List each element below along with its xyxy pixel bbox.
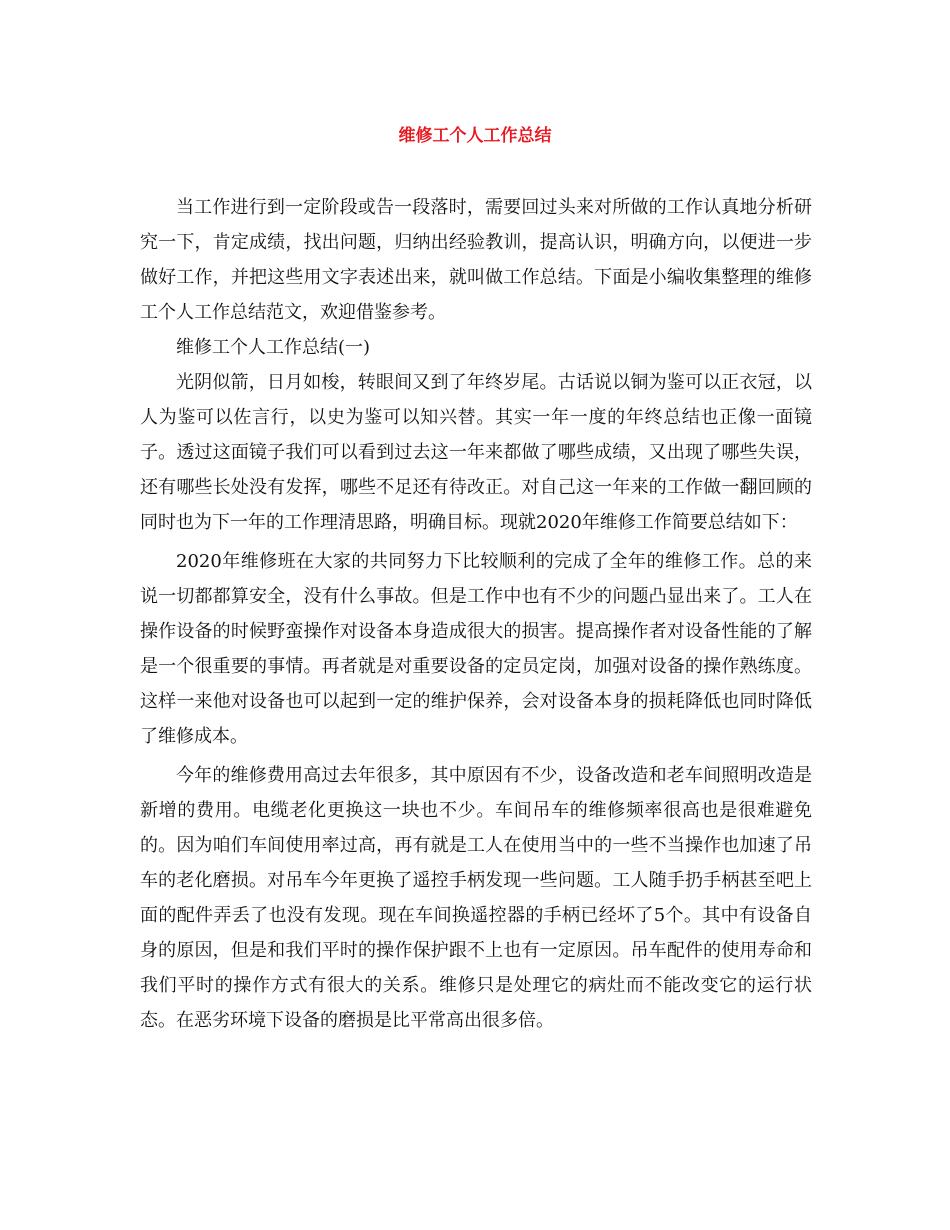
section-heading: 维修工个人工作总结(一) bbox=[176, 337, 371, 358]
document-body bbox=[140, 190, 812, 1038]
paragraph-summary-2020: 2020年维修班在大家的共同努力下比较顺利的完成了全年的维修工作。总的来说一切都都算安全，没有什么事故。但是工作中也有不少的问题凸显出来了。工人在操作设备的时候野蛮操作对设备本身造成很大的损害。提高操作者对设备性能的了解是一个很重要的事情。再者就是对重要设备的定员定岗，加强对设备的操作熟练度。这样一来他对设备也可以起到一定的维护保养，会对设备本身的损耗降低也同时降低了维修成本。 bbox=[140, 551, 812, 747]
paragraph-costs: 今年的维修费用高过去年很多，其中原因有不少，设备改造和老车间照明改造是新增的费用。电缆老化更换这一块也不少。车间吊车的维修频率很高也是很难避免的。因为咱们车间使用率过高，再有就是工人在使用当中的一些不当操作也加速了吊车的老化磨损。对吊车今年更换了遥控手柄发现一些问题。工人随手扔手柄甚至吧上面的配件弄丢了也没有发现。现在车间换遥控器的手柄已经坏了5个。其中有设备自身的原因，但是和我们平时的操作保护跟不上也有一定原因。吊车配件的使用寿命和我们平时的操作方式有很大的关系。维修只是处理它的病灶而不能改变它的运行状态。在恶劣环境下设备的磨损是比平常高出很多倍。 bbox=[140, 765, 812, 1031]
paragraph-intro: 当工作进行到一定阶段或告一段落时，需要回过头来对所做的工作认真地分析研究一下，肯定成绩，找出问题，归纳出经验教训，提高认识，明确方向，以便进一步做好工作，并把这些用文字表述出来，就叫做工作总结。下面是小编收集整理的维修工个人工作总结范文，欢迎借鉴参考。 bbox=[140, 197, 812, 323]
paragraph-review: 光阴似箭，日月如梭，转眼间又到了年终岁尾。古话说以铜为鉴可以正衣冠，以人为鉴可以佐言行，以史为鉴可以知兴替。其实一年一度的年终总结也正像一面镜子。透过这面镜子我们可以看到过去这一年来都做了哪些成绩，又出现了哪些失误，还有哪些长处没有发挥，哪些不足还有待改正。对自己这一年来的工作做一翻回顾的同时也为下一年的工作理清思路，明确目标。现就2020年维修工作简要总结如下： bbox=[140, 372, 812, 533]
document-title: 维修工个人工作总结 bbox=[398, 126, 552, 146]
